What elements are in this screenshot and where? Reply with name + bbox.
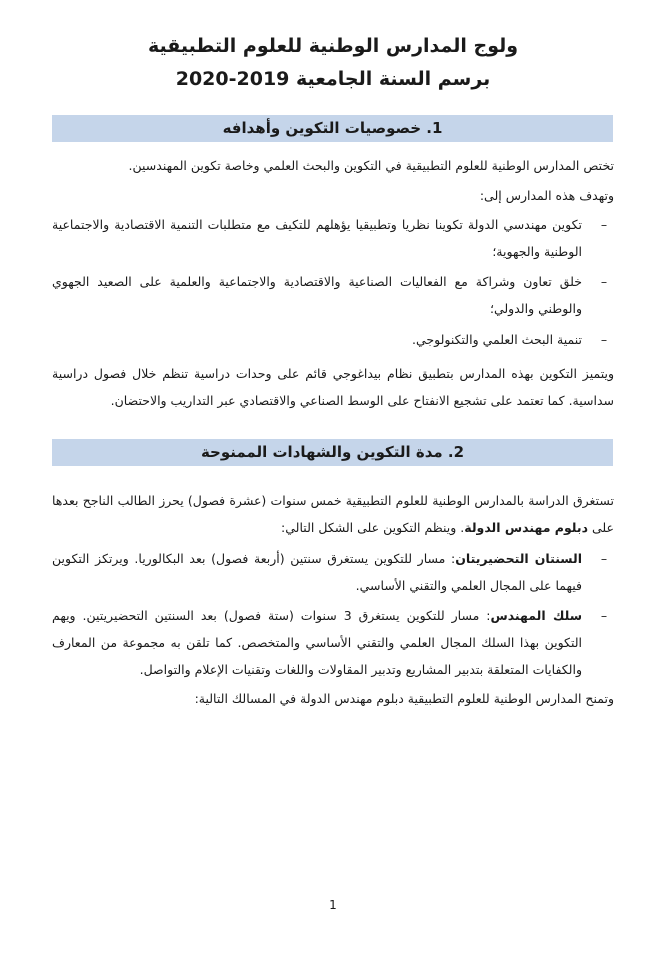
- list-item: [52, 326, 614, 353]
- section-1-heading: 1. خصوصيات التكوين وأهدافه: [52, 115, 613, 142]
- bullet-dash: –: [600, 217, 608, 232]
- list-item-text: تكوين مهندسي الدولة تكوينا نظريا وتطبيقيا يؤهلهم للتكيف مع متطلبات التنمية الاقتصادية والاجتماعية الوطنية والجهوية؛: [52, 217, 582, 259]
- section-1-intro: تختص المدارس الوطنية للعلوم التطبيقية في التكوين والبحث العلمي وخاصة تكوين المهندسين.: [128, 158, 614, 173]
- bullet-dash: –: [600, 551, 608, 566]
- section-2-heading: 2. مدة التكوين والشهادات الممنوحة: [52, 439, 613, 466]
- list-item-text: [52, 545, 582, 599]
- list-item: [52, 545, 614, 599]
- engineering-cycle-label: سلك المهندس: [490, 608, 582, 623]
- list-item: [52, 268, 614, 322]
- diploma-name: دبلوم مهندس الدولة: [464, 520, 588, 535]
- section-2-intro-text-end: . وينظم التكوين على الشكل التالي:: [281, 520, 465, 535]
- list-item-text: خلق تعاون وشراكة مع الفعاليات الصناعية والاقتصادية والاجتماعية والعلمية على الصعيد الجهوي والوطني والدولي؛: [52, 274, 582, 316]
- bullet-dash: –: [600, 608, 608, 623]
- section-1-closing: ويتميز التكوين بهذه المدارس بتطبيق نظام بيداغوجي قائم على وحدات دراسية تنظم خلال فصول دراسية سداسية. كما تعتمد على تشجيع الانفتاح على الوسط الصناعي والاقتصادي عبر التداريب والاحتضان.: [52, 366, 614, 408]
- list-item-text: تنمية البحث العلمي والتكنولوجي.: [412, 332, 582, 347]
- list-item-text: [52, 602, 582, 683]
- academic-year-title: برسم السنة الجامعية 2019-2020: [175, 68, 491, 90]
- preparatory-years-label: السنتان التحضيريتان: [455, 551, 582, 566]
- engineering-cycle-text: : مسار للتكوين يستغرق 3 سنوات (ستة فصول) بعد السنتين التحضيريتين. ويهم التكوين بهذا السلك المجال العلمي والتقني الأساسي والمتخصص. كما تلقن به مجموعة من المعارف والكفايات المتعلقة بتدبير المشاريع وتدبير المقاولات واللغات وتقنيات الإعلام والتواصل.: [52, 608, 582, 677]
- document-title: ولوج المدارس الوطنية للعلوم التطبيقية: [147, 35, 519, 57]
- page-number: 1: [329, 898, 337, 912]
- bullet-dash: –: [600, 274, 608, 289]
- section-2-closing: وتمنح المدارس الوطنية للعلوم التطبيقية دبلوم مهندس الدولة في المسالك التالية:: [194, 691, 614, 706]
- bullet-dash: –: [600, 332, 608, 347]
- section-2-intro-text-start: تستغرق الدراسة بالمدارس الوطنية للعلوم التطبيقية خمس سنوات (عشرة فصول) يحرز الطالب الناجح بعدها على: [52, 493, 614, 535]
- list-item: [52, 211, 614, 265]
- section-2-intro: [52, 487, 614, 541]
- section-1-aims-lead: وتهدف هذه المدارس إلى:: [479, 188, 614, 203]
- preparatory-years-text: : مسار للتكوين يستغرق سنتين (أربعة فصول) بعد البكالوريا. ويرتكز التكوين فيهما على المجال العلمي والتقني الأساسي.: [52, 551, 582, 593]
- list-item: [52, 602, 614, 683]
